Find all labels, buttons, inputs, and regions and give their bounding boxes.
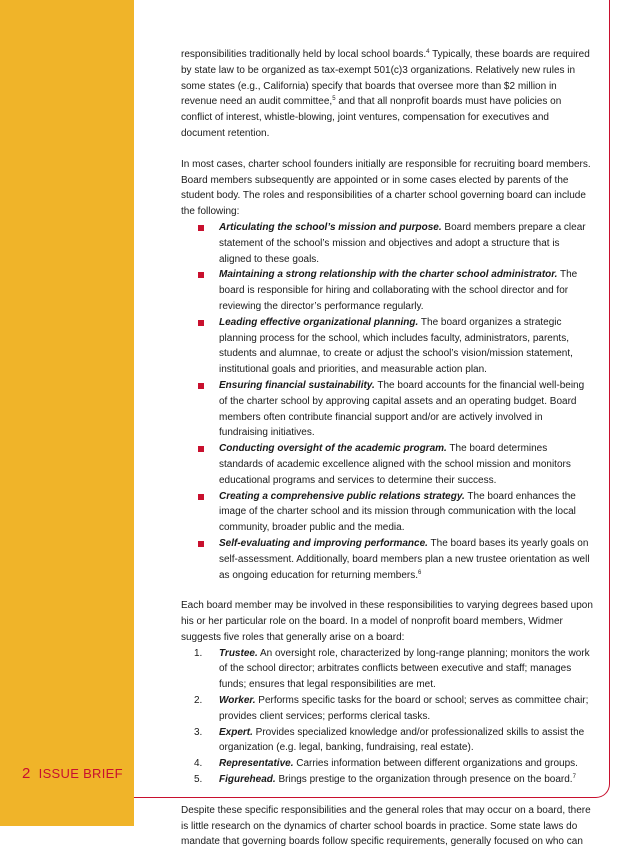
bullet-square-icon xyxy=(198,494,204,500)
item-title: Articulating the school’s mission and purpose. xyxy=(219,221,442,233)
item-title: Self-evaluating and improving performance. xyxy=(219,537,428,549)
item-title: Leading effective organizational planning. xyxy=(219,316,419,328)
item-text: An oversight role, characterized by long-range planning; monitors the work of the school director; arbitrates conflicts between executive and staff; manages funds; ensures that legal responsibilities are met. xyxy=(219,647,590,691)
footnote-ref: 6 xyxy=(418,569,422,576)
item-text: Performs specific tasks for the board or school; serves as committee chair; provides client services; performs clerical tasks. xyxy=(219,695,589,722)
item-text: Carries information between different organizations and groups. xyxy=(293,758,578,770)
item-text: The board is responsible for hiring and collaborating with the school director and for reviewing the director’s performance regularly. xyxy=(219,269,578,312)
item-title: Maintaining a strong relationship with the charter school administrator. xyxy=(219,269,558,281)
paragraph-2: In most cases, charter school founders initially are responsible for recruiting board members. Board members subsequently are appointed or in some cases elected by parents of the student body. The roles and responsibilities of a charter school governing board can include the following: xyxy=(181,158,591,218)
paragraph-1-text-a: responsibilities traditionally held by local school boards. xyxy=(181,49,427,60)
bullet-square-icon xyxy=(198,272,204,278)
paragraph-1-text-c: and that all nonprofit boards must have policies on conflict of interest, whistle-blowing, joint ventures, compensation for executives and document retention. xyxy=(181,96,562,139)
list-item xyxy=(181,267,593,314)
item-text: The board determines standards of academic excellence aligned with the school mission and monitors educational programs and services to determine their success. xyxy=(219,443,571,486)
footnote-ref: 5 xyxy=(332,96,336,103)
item-text: The board bases its yearly goals on self-assessment. Additionally, board members plan a new trustee orientation as well as ongoing education for returning members. xyxy=(219,537,590,581)
list-item xyxy=(181,756,593,772)
body-text xyxy=(181,47,593,850)
paragraph-4: Despite these specific responsibilities and the general roles that may occur on a board, there is little research on the dynamics of charter school boards in practice. Some state laws do mandate that governing boards follow specific requirements, generally focused on who can xyxy=(181,804,591,848)
list-item xyxy=(181,220,593,267)
list-item xyxy=(181,378,593,441)
item-text: The board accounts for the financial well-being of the charter school by approving capital assets and an operating budget. Board members often contribute financial support and/or are actively involved in fundraising initiatives. xyxy=(219,379,585,439)
item-title: Ensuring financial sustainability. xyxy=(219,379,375,391)
item-number: 3. xyxy=(194,726,203,738)
item-number: 2. xyxy=(194,695,203,707)
item-text: The board enhances the image of the charter school and its mission through communication with the local community, broader public and the media. xyxy=(219,490,576,534)
item-number: 5. xyxy=(194,774,203,786)
item-title: Trustee. xyxy=(219,647,258,659)
item-title: Representative. xyxy=(219,758,294,770)
list-item xyxy=(181,646,593,693)
item-text: The board organizes a strategic planning process for the school, which includes faculty, administrators, parents, students and alumnae, to create or adjust the school’s vision/mission statement, institutional goals and priorities, and measurable action plan. xyxy=(219,316,573,376)
item-text: Brings prestige to the organization through presence on the board. xyxy=(275,774,573,786)
bullet-square-icon xyxy=(198,383,204,389)
footnote-ref: 7 xyxy=(572,774,576,781)
item-number: 4. xyxy=(194,758,203,770)
bullet-square-icon xyxy=(198,446,204,452)
list-item xyxy=(181,489,593,536)
paragraph-1-text-b: Typically, these boards are required by state law to be organized as tax-exempt 501(c)3 organizations. Relatively new rules in some states (e.g., California) specify that boards that oversee more than $2 million in revenue need an audit committee, xyxy=(181,49,590,108)
paragraph-1 xyxy=(181,47,593,142)
bullet-square-icon xyxy=(198,541,204,547)
list-item xyxy=(181,315,593,378)
page-number: 2 xyxy=(22,765,31,782)
bullet-square-icon xyxy=(198,225,204,231)
list-item xyxy=(181,693,593,725)
item-title: Creating a comprehensive public relations strategy. xyxy=(219,490,465,502)
list-item xyxy=(181,725,593,757)
item-number: 1. xyxy=(194,647,203,659)
item-title: Conducting oversight of the academic program. xyxy=(219,443,447,455)
footer-label xyxy=(22,765,123,782)
issue-brief-label: ISSUE BRIEF xyxy=(38,766,123,781)
item-text: Board members prepare a clear statement of the school’s mission and objectives and adopt a structure that is aligned to these goals. xyxy=(219,221,586,265)
paragraph-3: Each board member may be involved in these responsibilities to varying degrees based upon his or her particular role on the board. In a model of nonprofit board members, Widmer suggests five roles that generally arise on a board: xyxy=(181,600,593,643)
item-title: Figurehead. xyxy=(219,774,276,786)
sidebar-band xyxy=(0,0,134,826)
list-item xyxy=(181,441,593,488)
roles-list xyxy=(181,646,593,788)
list-item xyxy=(181,772,593,788)
footnote-ref: 4 xyxy=(426,49,430,55)
responsibilities-list xyxy=(181,220,593,583)
bullet-square-icon xyxy=(198,320,204,326)
item-text: Provides specialized knowledge and/or professionalized skills to assist the organization (e.g. legal, banking, fundraising, real estate). xyxy=(219,726,585,754)
item-title: Worker. xyxy=(219,695,256,707)
list-item xyxy=(181,536,593,583)
item-title: Expert. xyxy=(219,726,253,738)
